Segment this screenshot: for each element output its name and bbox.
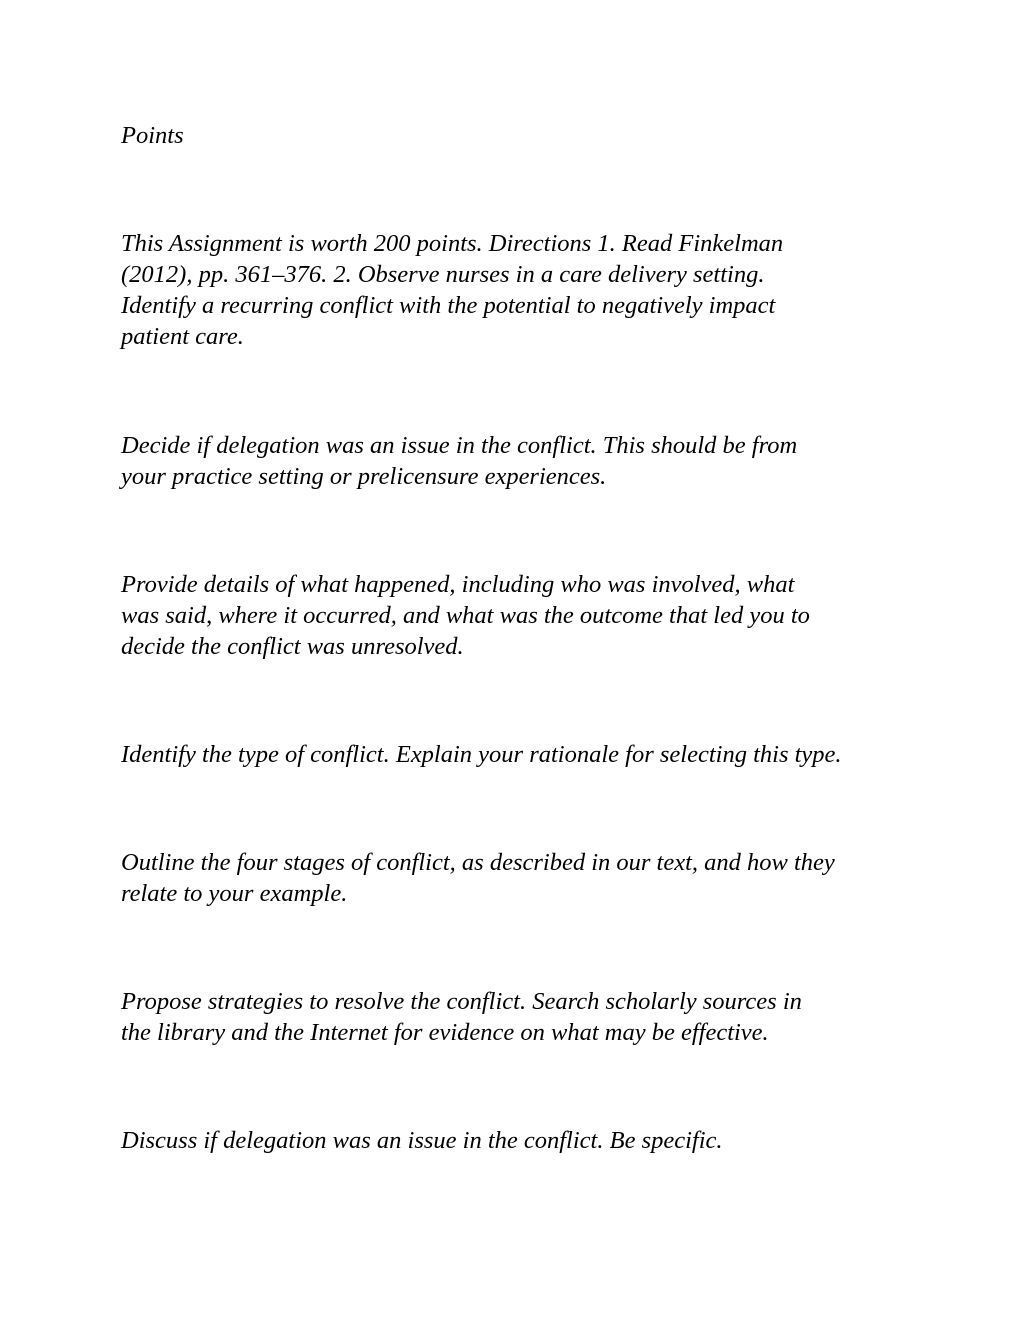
paragraph-four-stages	[121, 847, 921, 909]
paragraph-line: Provide details of what happened, including who was involved, what	[121, 571, 795, 598]
paragraph-provide-details	[121, 569, 921, 662]
paragraph-line: patient care.	[121, 323, 244, 350]
paragraph-line: Outline the four stages of conflict, as described in our text, and how they	[121, 849, 835, 876]
paragraph-strategies	[121, 986, 921, 1048]
paragraph-conflict-type	[121, 739, 921, 770]
paragraph-line: Identify the type of conflict. Explain your rationale for selecting this type.	[121, 741, 842, 768]
paragraph-line: Propose strategies to resolve the conflict. Search scholarly sources in	[121, 988, 802, 1015]
paragraph-line: (2012), pp. 361–376. 2. Observe nurses in a care delivery setting.	[121, 261, 765, 288]
paragraph-delegation-decide	[121, 430, 921, 492]
paragraph-line: relate to your example.	[121, 880, 348, 907]
paragraph-delegation-discuss	[121, 1125, 921, 1156]
paragraph-line: was said, where it occurred, and what was the outcome that led you to	[121, 602, 810, 629]
paragraph-assignment-directions	[121, 228, 921, 352]
paragraph-line: Identify a recurring conflict with the potential to negatively impact	[121, 292, 776, 319]
paragraph-line: your practice setting or prelicensure experiences.	[121, 463, 607, 490]
heading-points	[121, 120, 921, 151]
paragraph-line: This Assignment is worth 200 points. Directions 1. Read Finkelman	[121, 230, 784, 257]
paragraph-line: the library and the Internet for evidence on what may be effective.	[121, 1019, 769, 1046]
heading-line: Points	[121, 122, 184, 149]
paragraph-line: Decide if delegation was an issue in the conflict. This should be from	[121, 432, 798, 459]
paragraph-line: Discuss if delegation was an issue in the conflict. Be specific.	[121, 1127, 723, 1154]
paragraph-line: decide the conflict was unresolved.	[121, 633, 464, 660]
